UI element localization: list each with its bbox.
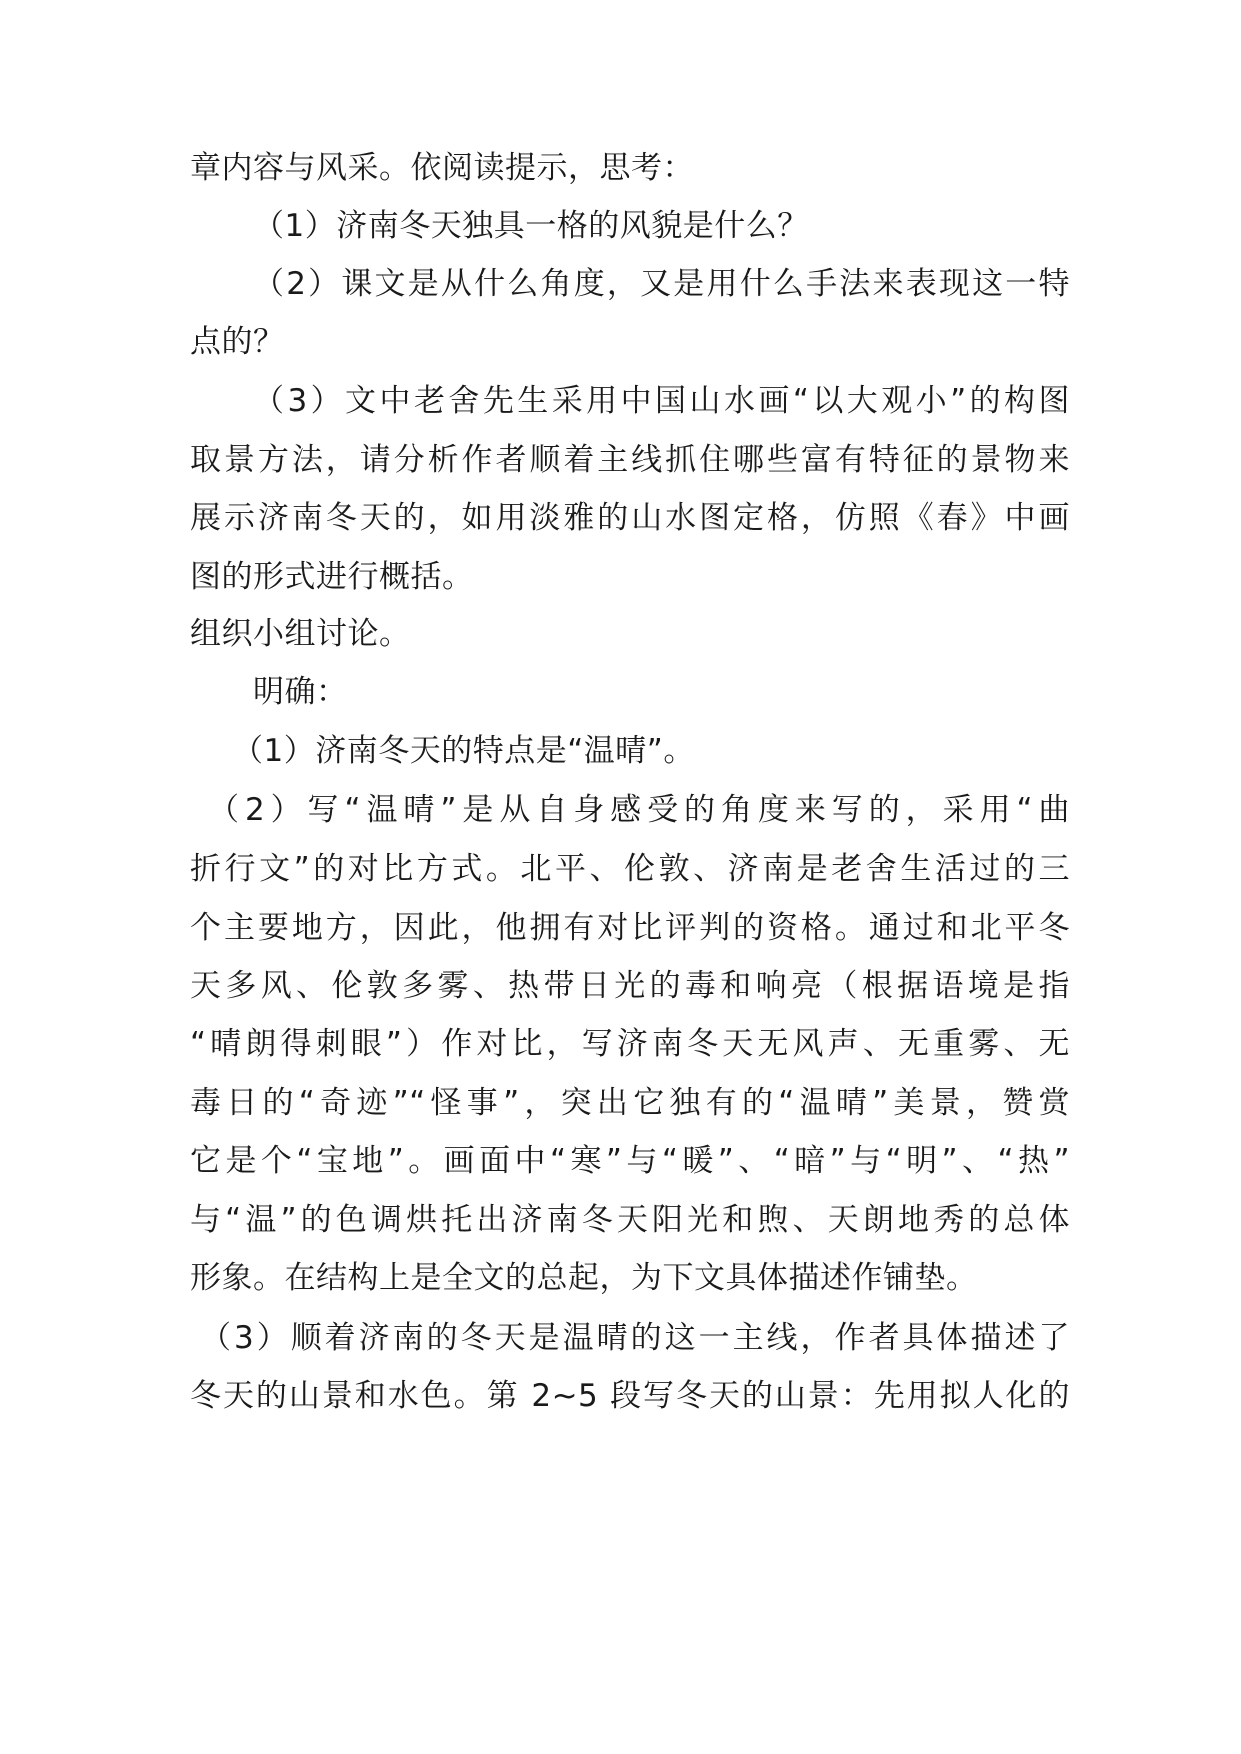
text-line: 折行文”的对比方式。北平、伦敦、济南是老舍生活过的三 [190,851,1070,887]
text-line: （3）顺着济南的冬天是温晴的这一主线，作者具体描述了 [200,1320,1070,1356]
text-line: 毒日的“奇迹”“怪事”，突出它独有的“温晴”美景，赞赏 [190,1085,1070,1121]
text-line: “晴朗得刺眼”）作对比，写济南冬天无风声、无重雾、无 [190,1026,1070,1062]
text-line: （1）济南冬天的特点是“温晴”。 [232,733,695,769]
text-line: 点的？ [190,324,285,360]
text-line: 与“温”的色调烘托出济南冬天阳光和煦、天朗地秀的总体 [190,1202,1070,1238]
text-line: 图的形式进行概括。 [190,559,474,595]
text-line: 展示济南冬天的，如用淡雅的山水图定格，仿照《春》中画 [190,500,1070,536]
text-line: 天多风、伦敦多雾、热带日光的毒和响亮（根据语境是指 [190,968,1070,1004]
text-line: 组织小组讨论。 [190,616,411,652]
text-line: 取景方法，请分析作者顺着主线抓住哪些富有特征的景物来 [190,442,1070,478]
text-line: （3）文中老舍先生采用中国山水画“以大观小”的构图 [253,383,1070,419]
text-line: （2）课文是从什么角度，又是用什么手法来表现这一特 [253,266,1070,302]
text-line: 形象。在结构上是全文的总起，为下文具体描述作铺垫。 [190,1260,978,1296]
text-line: 个主要地方，因此，他拥有对比评判的资格。通过和北平冬 [190,910,1070,946]
text-line: （1）济南冬天独具一格的风貌是什么？ [253,208,809,244]
text-line: 明确： [253,674,348,710]
text-line: 冬天的山景和水色。第 2~5 段写冬天的山景：先用拟人化的 [190,1378,1070,1414]
text-line: 章内容与风采。依阅读提示，思考： [190,150,694,186]
text-line: （2）写“温晴”是从自身感受的角度来写的，采用“曲 [208,792,1070,828]
text-line: 它是个“宝地”。画面中“寒”与“暖”、“暗”与“明”、“热” [190,1143,1071,1179]
